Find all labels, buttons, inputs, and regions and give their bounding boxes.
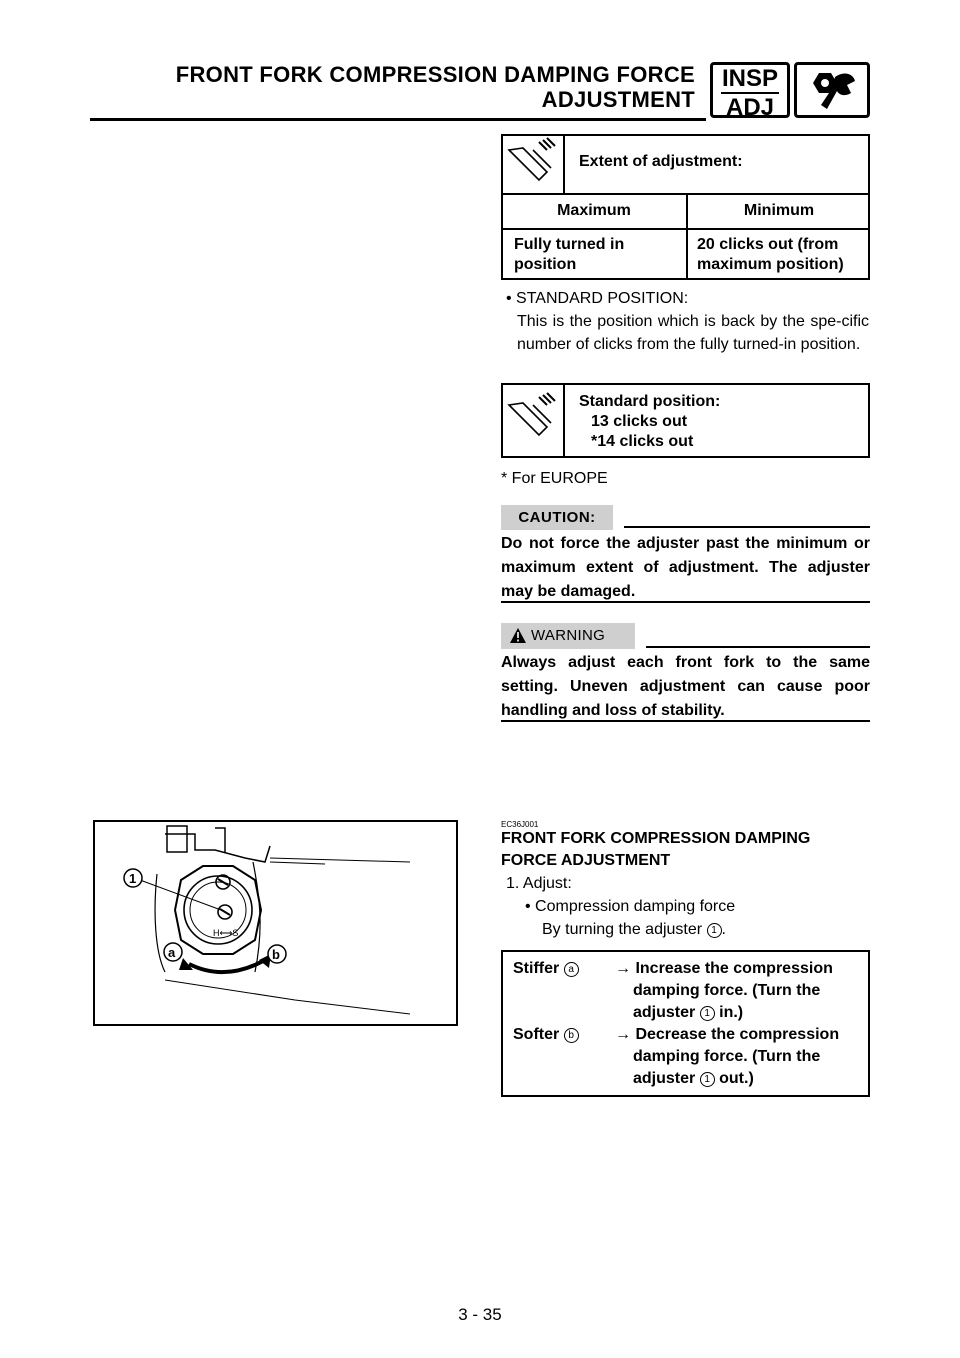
stiffer-softer-table	[501, 950, 870, 1097]
badge-line1: INSP	[721, 65, 778, 92]
stiffer-line3-text: adjuster	[633, 1004, 700, 1021]
stiffer-label: Stiffer	[513, 960, 560, 977]
softer-line3-text: adjuster	[633, 1070, 700, 1087]
divider	[686, 193, 688, 280]
warning-bottom-rule	[501, 720, 870, 722]
stiffer-line1: → Increase the compression	[615, 960, 833, 977]
callout-a: a	[168, 945, 176, 960]
warning-label: WARNING	[531, 627, 606, 644]
stiffer-line3-end: in.)	[714, 1004, 744, 1021]
adjuster-illustration	[93, 820, 458, 1026]
step-detail-text: By turning the adjuster	[542, 921, 707, 938]
standard-position-label: Standard position:	[579, 393, 721, 410]
page-header-title	[176, 62, 695, 112]
header-title-line1: FRONT FORK COMPRESSION DAMPING FORCE	[175, 62, 695, 87]
step-adjust: 1. Adjust:	[506, 875, 572, 892]
caution-badge: CAUTION:	[501, 505, 613, 530]
caliper-icon	[503, 385, 565, 456]
warning-rule	[646, 646, 870, 648]
col-minimum: Minimum	[743, 202, 815, 219]
softer-mark: b	[564, 1028, 579, 1043]
warning-triangle-icon	[509, 627, 527, 644]
extent-title: Extent of adjustment:	[579, 153, 743, 170]
section-code: EC36J001	[501, 820, 539, 829]
softer-row	[513, 1024, 579, 1046]
callout-b: b	[272, 947, 280, 962]
standard-clicks: 13 clicks out	[591, 413, 688, 430]
stiffer-description	[615, 958, 833, 1024]
caution-bottom-rule	[501, 601, 870, 603]
callout-1: 1	[129, 871, 137, 886]
softer-label: Softer	[513, 1026, 560, 1043]
min-value-line1: 20 clicks out (from	[697, 236, 839, 253]
caution-text: Do not force the adjuster past the minimum or maximum extent of adjustment. The adjuster may be damaged.	[501, 535, 870, 600]
max-value	[514, 235, 624, 275]
insp-adj-badge	[710, 62, 790, 121]
caliper-icon	[503, 136, 565, 193]
max-value-line1: Fully turned in	[514, 236, 625, 253]
stiffer-line2: damping force. (Turn the	[633, 982, 821, 999]
max-value-line2: position	[514, 256, 577, 273]
part-number-1: 1	[700, 1006, 715, 1021]
softer-line3	[615, 1068, 839, 1090]
col-maximum: Maximum	[557, 202, 631, 219]
warning-text: Always adjust each front fork to the same setting. Uneven adjustment can cause poor handling and loss of stability.	[501, 654, 870, 719]
stiffer-mark: a	[564, 962, 579, 977]
caution-rule	[624, 526, 870, 528]
step-detail-end: .	[721, 921, 726, 938]
standard-position-heading: • STANDARD POSITION:	[506, 290, 689, 307]
step-detail	[542, 918, 726, 941]
warning-badge	[501, 623, 635, 649]
section-title: FRONT FORK COMPRESSION DAMPING FORCE ADJUSTMENT	[501, 830, 811, 869]
standard-position-values	[579, 392, 720, 452]
part-number-1: 1	[707, 923, 722, 938]
wrench-icon	[794, 62, 870, 118]
stiffer-row	[513, 958, 579, 980]
stiffer-line3	[615, 1002, 833, 1024]
standard-position-spec	[501, 383, 870, 458]
europe-clicks: *14 clicks out	[591, 433, 694, 450]
softer-line1: → Decrease the compression	[615, 1026, 840, 1043]
softer-line2: damping force. (Turn the	[633, 1048, 821, 1065]
min-value-line2: maximum position)	[697, 256, 844, 273]
softer-line3-end: out.)	[714, 1070, 754, 1087]
dial-marking: H⟷S	[213, 928, 239, 938]
header-title-line2: ADJUSTMENT	[541, 87, 695, 112]
standard-position-paragraph: This is the position which is back by the spe-cific number of clicks from the fully turned-in position.	[517, 313, 869, 353]
europe-note: * For EUROPE	[501, 470, 608, 487]
page-number: 3 - 35	[458, 1305, 502, 1324]
step-bullet: • Compression damping force	[525, 898, 736, 915]
extent-of-adjustment-spec	[501, 134, 870, 280]
part-number-1: 1	[700, 1072, 715, 1087]
min-value	[697, 235, 844, 275]
badge-line2: ADJ	[725, 94, 774, 121]
softer-description	[615, 1024, 839, 1090]
header-rule	[90, 118, 706, 121]
